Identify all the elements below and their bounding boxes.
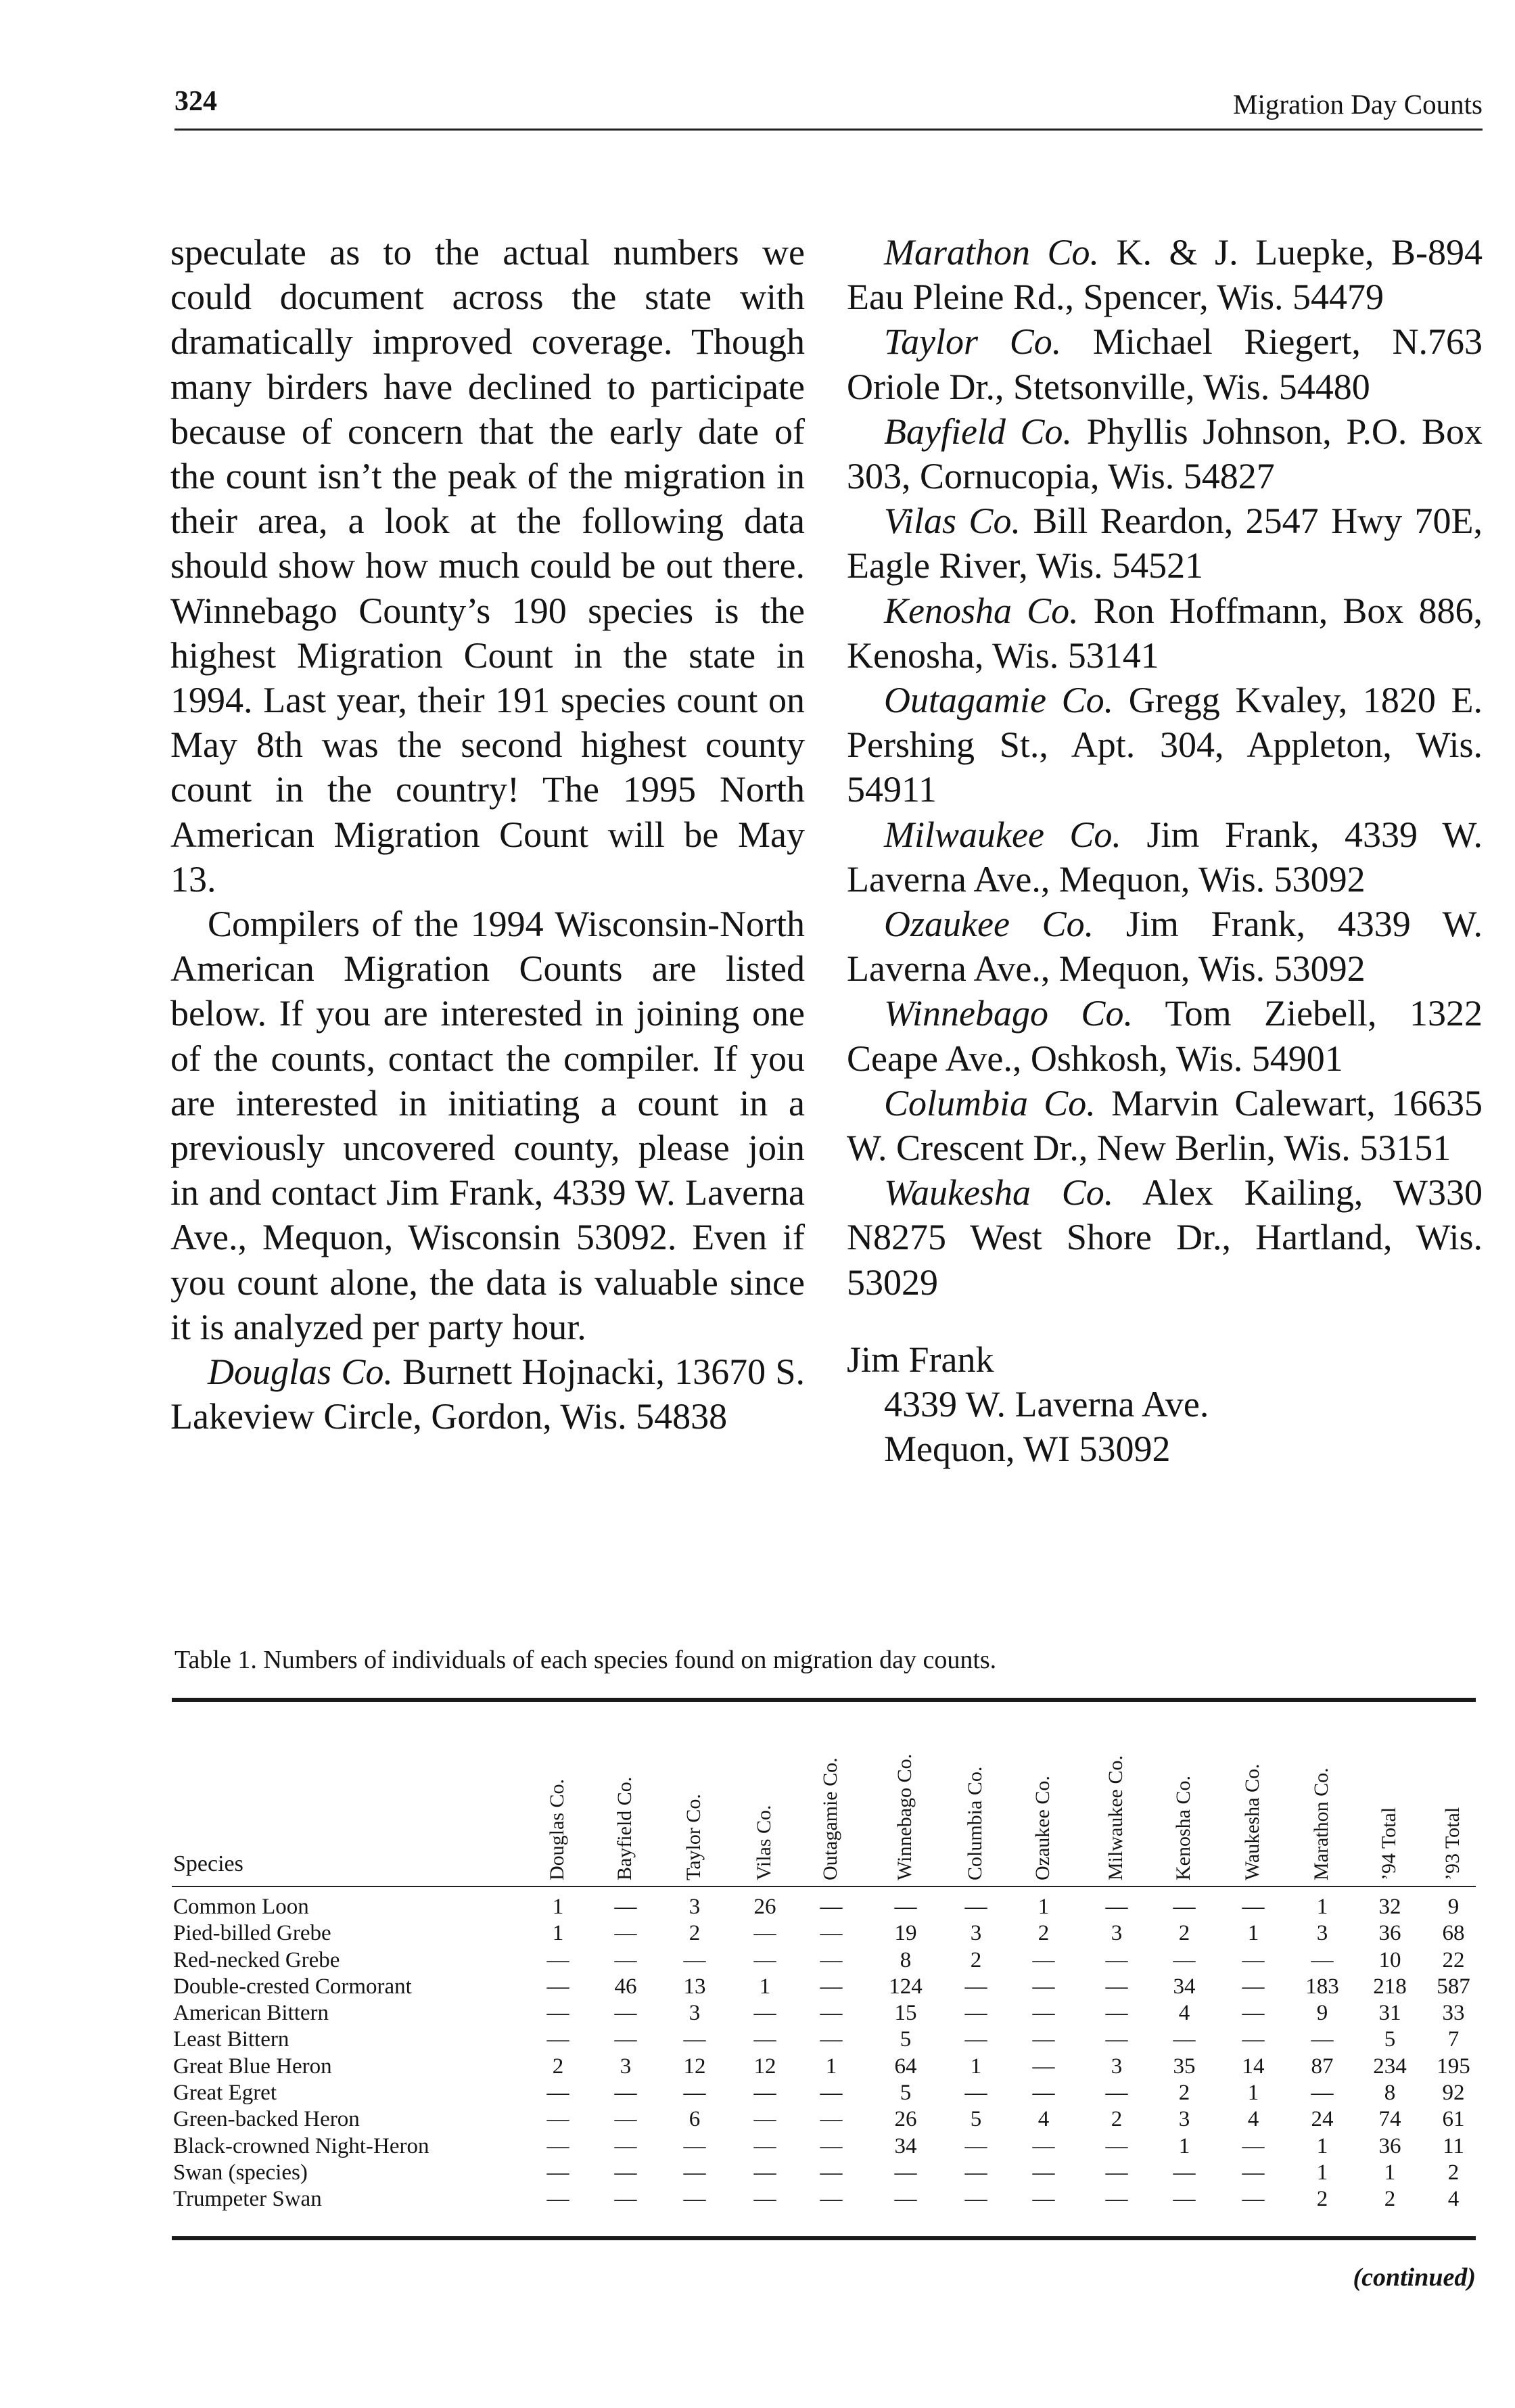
species-name: Black-crowned Night-Heron bbox=[173, 2133, 429, 2158]
count-cell: — bbox=[964, 2187, 987, 2212]
compiler-entry bbox=[847, 991, 1483, 1080]
author-signature bbox=[847, 1337, 1483, 1472]
count-cell: — bbox=[1242, 2160, 1265, 2185]
count-cell: — bbox=[1032, 2187, 1055, 2212]
count-cell: — bbox=[1105, 2160, 1128, 2185]
compiler-entry bbox=[847, 230, 1483, 319]
compiler-details: Ron Hoffmann, Box 886, Kenosha, Wis. 53141 bbox=[847, 590, 1483, 676]
count-cell: 92 bbox=[1442, 2081, 1465, 2106]
count-cell: 3 bbox=[1316, 1921, 1328, 1946]
count-cell: 2 bbox=[1038, 1921, 1050, 1946]
count-cell: — bbox=[683, 2187, 706, 2212]
count-cell: — bbox=[683, 1947, 706, 1972]
count-cell: 15 bbox=[894, 2001, 917, 2026]
count-cell: — bbox=[1242, 2027, 1265, 2052]
species-column-header: Species bbox=[173, 1851, 243, 1876]
count-cell: 2 bbox=[1384, 2187, 1396, 2212]
paragraph-1: speculate as to the actual numbers we could document across the state with dramatically improved coverage. Though many birders have declined to participate because of concern that the early date of the count isn’t the peak of the migration in their area, a look at the following data should show how much could be out there. Winnebago County’s 190 species is the highest Migration Count in the state in 1994. Last year, their 191 species count on May 8th was the second highest county count in the country! The 1995 North American Migration Count will be May 13. bbox=[170, 232, 805, 900]
count-cell: — bbox=[614, 2107, 637, 2132]
count-cell: 3 bbox=[1111, 1921, 1123, 1946]
compiler-entry bbox=[847, 319, 1483, 409]
species-name: Great Egret bbox=[173, 2081, 277, 2106]
count-cell: — bbox=[1032, 2001, 1055, 2026]
count-cell: — bbox=[753, 2027, 776, 2052]
count-cell: 1 bbox=[1316, 2160, 1328, 2185]
left-column bbox=[170, 230, 805, 1439]
count-cell: — bbox=[614, 1895, 637, 1919]
column-header: Kenosha Co. bbox=[1172, 1776, 1194, 1880]
count-cell: 5 bbox=[900, 2081, 912, 2106]
count-cell: — bbox=[820, 1974, 843, 1999]
count-cell: — bbox=[1105, 2133, 1128, 2158]
count-cell: — bbox=[546, 2133, 569, 2158]
count-cell: — bbox=[753, 1921, 776, 1946]
count-cell: 1 bbox=[552, 1921, 564, 1946]
count-cell: 3 bbox=[689, 1895, 701, 1919]
table-row bbox=[172, 2186, 1477, 2213]
column-header: ’93 Total bbox=[1441, 1807, 1464, 1880]
count-cell: — bbox=[1032, 1974, 1055, 1999]
count-cell: 234 bbox=[1373, 2054, 1407, 2079]
compiler-details: K. & J. Luepke, B-894 Eau Pleine Rd., Spencer, Wis. 54479 bbox=[847, 232, 1483, 318]
count-cell: — bbox=[753, 1947, 776, 1972]
count-cell: 7 bbox=[1447, 2027, 1460, 2052]
count-cell: — bbox=[1032, 2081, 1055, 2106]
compiler-entry bbox=[847, 678, 1483, 812]
compiler-details: Gregg Kvaley, 1820 E. Pershing St., Apt. 304, Appleton, Wis. 54911 bbox=[847, 680, 1483, 810]
table-row bbox=[172, 2000, 1477, 2027]
author-address-line-1: 4339 W. Laverna Ave. bbox=[884, 1384, 1209, 1425]
species-name: Trumpeter Swan bbox=[173, 2187, 322, 2212]
count-cell: — bbox=[683, 2081, 706, 2106]
count-cell: 1 bbox=[1384, 2160, 1396, 2185]
count-cell: — bbox=[894, 2187, 917, 2212]
count-cell: — bbox=[820, 2027, 843, 2052]
compiler-county: Marathon Co. bbox=[884, 232, 1100, 273]
count-cell: — bbox=[1032, 1947, 1055, 1972]
count-cell: — bbox=[820, 2001, 843, 2026]
count-cell: 87 bbox=[1311, 2054, 1334, 2079]
table-row bbox=[172, 2080, 1477, 2106]
count-cell: 2 bbox=[552, 2054, 564, 2079]
table-row bbox=[172, 2160, 1477, 2186]
compiler-details: Jim Frank, 4339 W. Laverna Ave., Mequon, Wis. 53092 bbox=[847, 904, 1483, 990]
table-body bbox=[172, 1894, 1477, 2213]
compiler-entry bbox=[847, 902, 1483, 991]
compiler-entry bbox=[847, 588, 1483, 678]
table-bottom-rule bbox=[172, 2236, 1476, 2240]
count-cell: 1 bbox=[759, 1974, 771, 1999]
count-cell: — bbox=[683, 2133, 706, 2158]
count-cell: — bbox=[683, 2160, 706, 2185]
count-cell: — bbox=[753, 2107, 776, 2132]
count-cell: 4 bbox=[1247, 2107, 1259, 2132]
count-cell: — bbox=[964, 1974, 987, 1999]
column-header: Vilas Co. bbox=[753, 1805, 775, 1880]
compiler-entry bbox=[847, 409, 1483, 499]
count-cell: 26 bbox=[753, 1895, 776, 1919]
count-cell: — bbox=[546, 1974, 569, 1999]
compiler-county: Bayfield Co. bbox=[884, 411, 1073, 452]
count-cell: — bbox=[820, 2160, 843, 2185]
table-row bbox=[172, 1947, 1477, 1974]
count-cell: — bbox=[546, 2187, 569, 2212]
compiler-entry bbox=[847, 1081, 1483, 1170]
count-cell: 34 bbox=[894, 2133, 917, 2158]
count-cell: — bbox=[1173, 2187, 1196, 2212]
compiler-entry bbox=[847, 812, 1483, 902]
compiler-county: Taylor Co. bbox=[884, 321, 1062, 363]
compiler-entry bbox=[847, 1170, 1483, 1305]
count-cell: 183 bbox=[1305, 1974, 1339, 1999]
count-cell: 74 bbox=[1378, 2107, 1401, 2132]
count-cell: — bbox=[964, 2001, 987, 2026]
table-row bbox=[172, 2133, 1477, 2160]
count-cell: 2 bbox=[689, 1921, 701, 1946]
count-cell: — bbox=[1311, 1947, 1334, 1972]
column-header: Marathon Co. bbox=[1310, 1767, 1332, 1880]
count-cell: — bbox=[1242, 2133, 1265, 2158]
count-cell: — bbox=[1173, 1895, 1196, 1919]
compiler-county: Winnebago Co. bbox=[884, 993, 1133, 1034]
table-row bbox=[172, 2106, 1477, 2133]
table-top-rule bbox=[172, 1698, 1476, 1702]
count-cell: 2 bbox=[1316, 2187, 1328, 2212]
author-name: Jim Frank bbox=[847, 1339, 994, 1380]
count-cell: 2 bbox=[1178, 2081, 1190, 2106]
count-cell: — bbox=[753, 2001, 776, 2026]
count-cell: 9 bbox=[1316, 2001, 1328, 2026]
count-cell: — bbox=[820, 2133, 843, 2158]
compiler-details: Michael Riegert, N.763 Oriole Dr., Stetsonville, Wis. 54480 bbox=[847, 321, 1483, 407]
page-number: 324 bbox=[174, 86, 217, 117]
continued-note: (continued) bbox=[1353, 2263, 1476, 2292]
count-cell: — bbox=[546, 2107, 569, 2132]
count-cell: — bbox=[1105, 2081, 1128, 2106]
count-cell: — bbox=[1032, 2027, 1055, 2052]
count-cell: — bbox=[546, 2001, 569, 2026]
compiler-county: Vilas Co. bbox=[884, 501, 1021, 542]
count-cell: 1 bbox=[552, 1895, 564, 1919]
compiler-details: Burnett Hojnacki, 13670 S. Lakeview Circle, Gordon, Wis. 54838 bbox=[170, 1351, 806, 1437]
header-rule bbox=[174, 129, 1483, 131]
count-cell: — bbox=[1242, 2187, 1265, 2212]
species-name: Least Bittern bbox=[173, 2027, 289, 2052]
count-cell: — bbox=[820, 2107, 843, 2132]
count-cell: 4 bbox=[1178, 2001, 1190, 2026]
column-header: Milwaukee Co. bbox=[1104, 1755, 1127, 1880]
count-cell: — bbox=[820, 1895, 843, 1919]
count-cell: — bbox=[1311, 2027, 1334, 2052]
compiler-county: Outagamie Co. bbox=[884, 680, 1114, 721]
count-cell: — bbox=[1105, 2187, 1128, 2212]
count-cell: — bbox=[1242, 1974, 1265, 1999]
count-cell: 2 bbox=[1178, 1921, 1190, 1946]
column-header: Outagamie Co. bbox=[819, 1757, 841, 1880]
count-cell: 8 bbox=[900, 1947, 912, 1972]
count-cell: 8 bbox=[1384, 2081, 1396, 2106]
count-cell: — bbox=[1242, 1947, 1265, 1972]
count-cell: — bbox=[1032, 2133, 1055, 2158]
count-cell: — bbox=[964, 2027, 987, 2052]
count-cell: 35 bbox=[1173, 2054, 1196, 2079]
count-cell: — bbox=[820, 2081, 843, 2106]
count-cell: 34 bbox=[1173, 1974, 1196, 1999]
column-header: Bayfield Co. bbox=[613, 1776, 636, 1880]
count-cell: 4 bbox=[1447, 2187, 1460, 2212]
species-name: Red-necked Grebe bbox=[173, 1947, 340, 1972]
count-cell: — bbox=[614, 2133, 637, 2158]
count-cell: 1 bbox=[970, 2054, 982, 2079]
table-row bbox=[172, 2054, 1477, 2080]
count-cell: — bbox=[614, 2081, 637, 2106]
column-header: Winnebago Co. bbox=[893, 1753, 916, 1880]
count-cell: — bbox=[614, 2001, 637, 2026]
count-cell: — bbox=[753, 2187, 776, 2212]
count-cell: 4 bbox=[1038, 2107, 1050, 2132]
count-cell: — bbox=[546, 1947, 569, 1972]
table-header-rule bbox=[172, 1886, 1476, 1887]
count-cell: — bbox=[1242, 2001, 1265, 2026]
count-cell: 64 bbox=[894, 2054, 917, 2079]
count-cell: 3 bbox=[1111, 2054, 1123, 2079]
compiler-county: Douglas Co. bbox=[208, 1351, 393, 1393]
count-cell: 19 bbox=[894, 1921, 917, 1946]
count-cell: 3 bbox=[1178, 2107, 1190, 2132]
count-cell: — bbox=[820, 1921, 843, 1946]
table-row bbox=[172, 1894, 1477, 1920]
count-cell: — bbox=[614, 1947, 637, 1972]
count-cell: — bbox=[1242, 1895, 1265, 1919]
count-cell: 2 bbox=[1111, 2107, 1123, 2132]
count-cell: — bbox=[964, 2160, 987, 2185]
right-column bbox=[847, 230, 1483, 1471]
count-cell: 5 bbox=[900, 2027, 912, 2052]
count-cell: 12 bbox=[753, 2054, 776, 2079]
count-cell: — bbox=[1173, 1947, 1196, 1972]
species-name: Double-crested Cormorant bbox=[173, 1974, 412, 1999]
count-cell: 10 bbox=[1378, 1947, 1401, 1972]
count-cell: — bbox=[894, 2160, 917, 2185]
count-cell: 3 bbox=[620, 2054, 632, 2079]
species-name: Common Loon bbox=[173, 1895, 309, 1919]
count-cell: — bbox=[964, 2133, 987, 2158]
count-cell: 36 bbox=[1378, 1921, 1401, 1946]
count-cell: 26 bbox=[894, 2107, 917, 2132]
running-title: Migration Day Counts bbox=[1233, 89, 1483, 120]
count-cell: 12 bbox=[683, 2054, 706, 2079]
count-cell: 5 bbox=[970, 2107, 982, 2132]
count-cell: 1 bbox=[1247, 2081, 1259, 2106]
compiler-county: Waukesha Co. bbox=[884, 1172, 1114, 1213]
count-cell: — bbox=[753, 2160, 776, 2185]
table-row bbox=[172, 1920, 1477, 1947]
column-header: ’94 Total bbox=[1378, 1807, 1400, 1880]
count-cell: — bbox=[894, 1895, 917, 1919]
count-cell: 46 bbox=[614, 1974, 637, 1999]
column-header: Douglas Co. bbox=[546, 1779, 568, 1880]
table-row bbox=[172, 1974, 1477, 2000]
paragraph-2: Compilers of the 1994 Wisconsin-North American Migration Counts are listed below. If you are interested in joining one of the counts, contact the compiler. If you are interested in initiating a count in a previously uncovered county, please join in and contact Jim Frank, 4339 W. Laverna Ave., Mequon, Wisconsin 53092. Even if you count alone, the data is valuable since it is analyzed per party hour. bbox=[170, 904, 805, 1347]
count-cell: — bbox=[614, 2160, 637, 2185]
count-cell: 2 bbox=[970, 1947, 982, 1972]
column-header: Ozaukee Co. bbox=[1031, 1776, 1054, 1880]
compiler-county: Kenosha Co. bbox=[884, 590, 1079, 631]
compiler-details: Phyllis Johnson, P.O. Box 303, Cornucopia, Wis. 54827 bbox=[847, 411, 1483, 497]
compiler-county: Ozaukee Co. bbox=[884, 904, 1094, 945]
compiler-details: Jim Frank, 4339 W. Laverna Ave., Mequon, Wis. 53092 bbox=[847, 814, 1483, 900]
count-cell: — bbox=[546, 2027, 569, 2052]
count-cell: 14 bbox=[1242, 2054, 1265, 2079]
count-cell: 9 bbox=[1447, 1895, 1460, 1919]
author-address-line-2: Mequon, WI 53092 bbox=[884, 1429, 1171, 1470]
count-cell: 68 bbox=[1442, 1921, 1465, 1946]
count-cell: — bbox=[614, 2027, 637, 2052]
count-cell: — bbox=[753, 2081, 776, 2106]
count-cell: 24 bbox=[1311, 2107, 1334, 2132]
column-header: Taylor Co. bbox=[682, 1794, 705, 1880]
count-cell: — bbox=[1173, 2027, 1196, 2052]
count-cell: 6 bbox=[689, 2107, 701, 2132]
count-cell: 1 bbox=[825, 2054, 837, 2079]
species-name: Pied-billed Grebe bbox=[173, 1921, 331, 1946]
count-cell: — bbox=[1032, 2054, 1055, 2079]
count-cell: — bbox=[964, 1895, 987, 1919]
count-cell: 13 bbox=[683, 1974, 706, 1999]
count-cell: 1 bbox=[1316, 1895, 1328, 1919]
compiler-entry bbox=[847, 499, 1483, 588]
species-name: American Bittern bbox=[173, 2001, 329, 2026]
count-cell: — bbox=[753, 2133, 776, 2158]
count-cell: 3 bbox=[689, 2001, 701, 2026]
count-cell: — bbox=[964, 2081, 987, 2106]
column-header: Waukesha Co. bbox=[1241, 1763, 1263, 1880]
count-cell: — bbox=[1173, 2160, 1196, 2185]
compiler-county: Milwaukee Co. bbox=[884, 814, 1121, 855]
table-caption: Table 1. Numbers of individuals of each species found on migration day counts. bbox=[174, 1646, 997, 1674]
count-cell: — bbox=[820, 2187, 843, 2212]
count-cell: 195 bbox=[1437, 2054, 1470, 2079]
count-cell: 11 bbox=[1443, 2133, 1464, 2158]
count-cell: 2 bbox=[1447, 2160, 1460, 2185]
count-cell: 218 bbox=[1373, 1974, 1407, 1999]
count-cell: 1 bbox=[1247, 1921, 1259, 1946]
compiler-county: Columbia Co. bbox=[884, 1082, 1096, 1124]
count-cell: — bbox=[1105, 2001, 1128, 2026]
count-cell: 124 bbox=[889, 1974, 923, 1999]
count-cell: 1 bbox=[1178, 2133, 1190, 2158]
species-name: Swan (species) bbox=[173, 2160, 308, 2185]
count-cell: — bbox=[1311, 2081, 1334, 2106]
count-cell: — bbox=[546, 2160, 569, 2185]
count-cell: — bbox=[1105, 1947, 1128, 1972]
count-cell: 31 bbox=[1378, 2001, 1401, 2026]
count-cell: 3 bbox=[970, 1921, 982, 1946]
compiler-details: Tom Ziebell, 1322 Ceape Ave., Oshkosh, Wis. 54901 bbox=[847, 993, 1483, 1079]
count-cell: — bbox=[1105, 1895, 1128, 1919]
count-cell: 36 bbox=[1378, 2133, 1401, 2158]
count-cell: 22 bbox=[1442, 1947, 1465, 1972]
count-cell: — bbox=[1105, 2027, 1128, 2052]
count-cell: — bbox=[1032, 2160, 1055, 2185]
count-cell: 5 bbox=[1384, 2027, 1396, 2052]
count-cell: — bbox=[1105, 1974, 1128, 1999]
count-cell: — bbox=[614, 1921, 637, 1946]
column-header: Columbia Co. bbox=[964, 1766, 986, 1880]
count-cell: 1 bbox=[1038, 1895, 1050, 1919]
table-row bbox=[172, 2027, 1477, 2053]
count-cell: 33 bbox=[1442, 2001, 1465, 2026]
count-cell: — bbox=[546, 2081, 569, 2106]
species-name: Great Blue Heron bbox=[173, 2054, 332, 2079]
count-cell: — bbox=[820, 1947, 843, 1972]
count-cell: — bbox=[683, 2027, 706, 2052]
compiler-details: Alex Kailing, W330 N8275 West Shore Dr., Hartland, Wis. 53029 bbox=[847, 1172, 1483, 1303]
compiler-details: Bill Reardon, 2547 Hwy 70E, Eagle River, Wis. 54521 bbox=[847, 501, 1483, 586]
count-cell: 61 bbox=[1442, 2107, 1465, 2132]
count-cell: 1 bbox=[1316, 2133, 1328, 2158]
compiler-details: Marvin Calewart, 16635 W. Crescent Dr., New Berlin, Wis. 53151 bbox=[847, 1082, 1483, 1169]
count-cell: — bbox=[614, 2187, 637, 2212]
compiler-entry bbox=[170, 1349, 805, 1439]
species-name: Green-backed Heron bbox=[173, 2107, 360, 2132]
count-cell: 32 bbox=[1378, 1895, 1401, 1919]
count-cell: 587 bbox=[1437, 1974, 1470, 1999]
